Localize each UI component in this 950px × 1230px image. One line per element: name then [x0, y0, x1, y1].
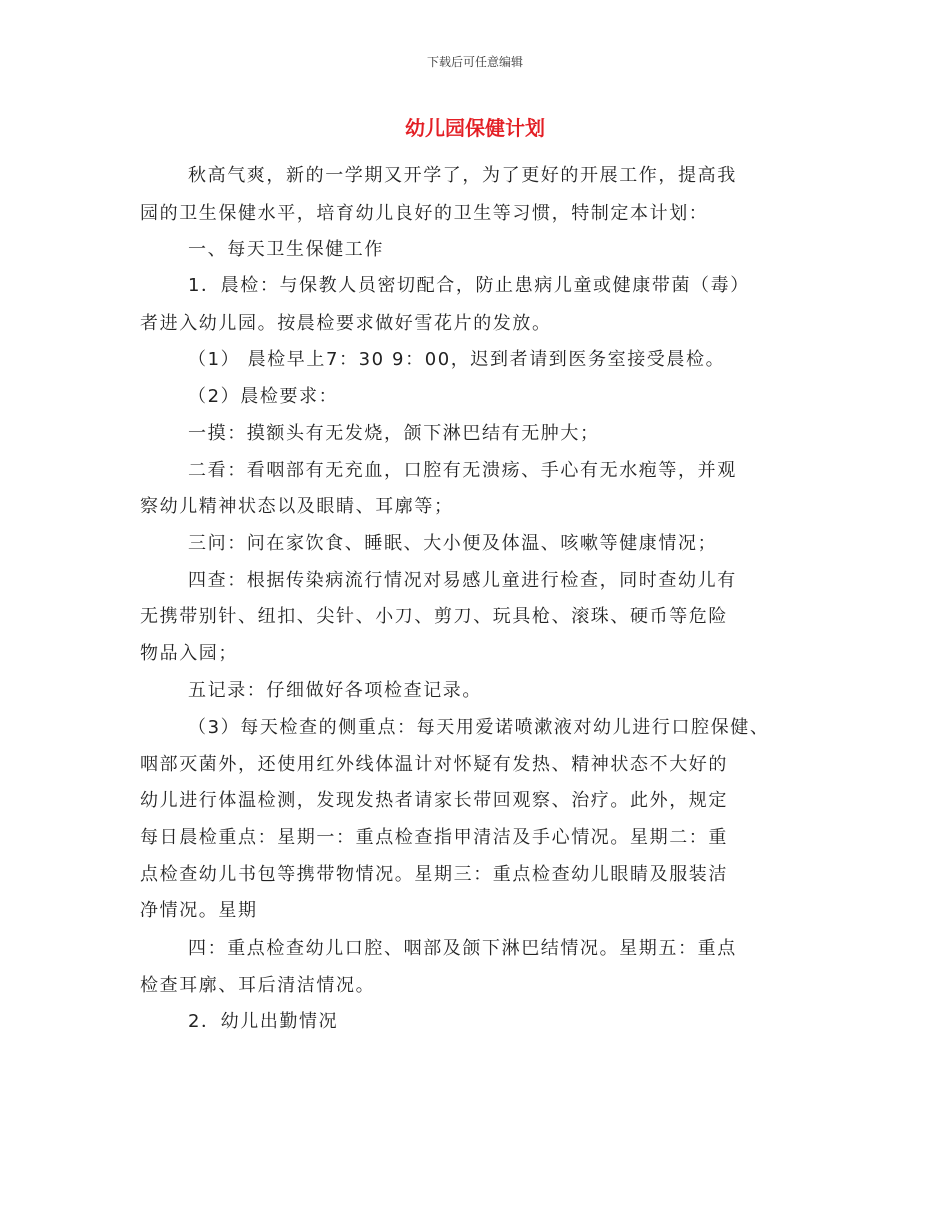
section-heading: 一、每天卫生保健工作: [188, 239, 384, 260]
paragraph-line: 一摸：摸额头有无发烧，颌下淋巴结有无肿大；: [188, 423, 600, 444]
paragraph-line: 秋高气爽，新的一学期又开学了，为了更好的开展工作，提高我: [188, 165, 737, 186]
paragraph-line: （1） 晨检早上7：30 9：00，迟到者请到医务室接受晨检。: [188, 349, 726, 370]
paragraph-line: 四查：根据传染病流行情况对易感儿童进行检查，同时查幼儿有: [188, 570, 737, 591]
paragraph-line: 者进入幼儿园。按晨检要求做好雪花片的发放。: [140, 313, 552, 334]
paragraph-line: 物品入园；: [140, 643, 238, 664]
paragraph-line: 察幼儿精神状态以及眼睛、耳廓等；: [140, 496, 454, 517]
paragraph-line: 每日晨检重点：星期一：重点检查指甲清洁及手心情况。星期二：重: [140, 827, 728, 848]
paragraph-line: （3）每天检查的侧重点：每天用爱诺喷漱液对幼儿进行口腔保健、: [188, 717, 770, 738]
paragraph-line: 幼儿进行体温检测，发现发热者请家长带回观察、治疗。此外，规定: [140, 790, 728, 811]
paragraph-line: 点检查幼儿书包等携带物情况。星期三：重点检查幼儿眼睛及服装洁: [140, 864, 728, 885]
paragraph-line: 净情况。星期: [140, 900, 258, 921]
paragraph-line: 五记录：仔细做好各项检查记录。: [188, 680, 482, 701]
paragraph-line: 三问：问在家饮食、睡眠、大小便及体温、咳嗽等健康情况；: [188, 533, 718, 554]
paragraph-line: 1．晨检：与保教人员密切配合，防止患病儿童或健康带菌（毒）: [188, 275, 750, 296]
header-note: 下载后可任意编辑: [426, 55, 523, 69]
paragraph-line: 四：重点检查幼儿口腔、咽部及颌下淋巴结情况。星期五：重点: [188, 938, 737, 959]
section-heading: 2．幼儿出勤情况: [188, 1011, 339, 1032]
paragraph-line: 二看：看咽部有无充血，口腔有无溃疡、手心有无水疱等，并观: [188, 460, 737, 481]
paragraph-line: （2）晨检要求：: [188, 386, 339, 407]
paragraph-line: 咽部灭菌外，还使用红外线体温计对怀疑有发热、精神状态不大好的: [140, 754, 728, 775]
page-title: 幼儿园保健计划: [405, 116, 545, 140]
paragraph-line: 检查耳廓、耳后清洁情况。: [140, 975, 376, 996]
paragraph-line: 无携带别针、纽扣、尖针、小刀、剪刀、玩具枪、滚珠、硬币等危险: [140, 606, 728, 627]
paragraph-line: 园的卫生保健水平，培育幼儿良好的卫生等习惯，特制定本计划：: [140, 203, 709, 224]
